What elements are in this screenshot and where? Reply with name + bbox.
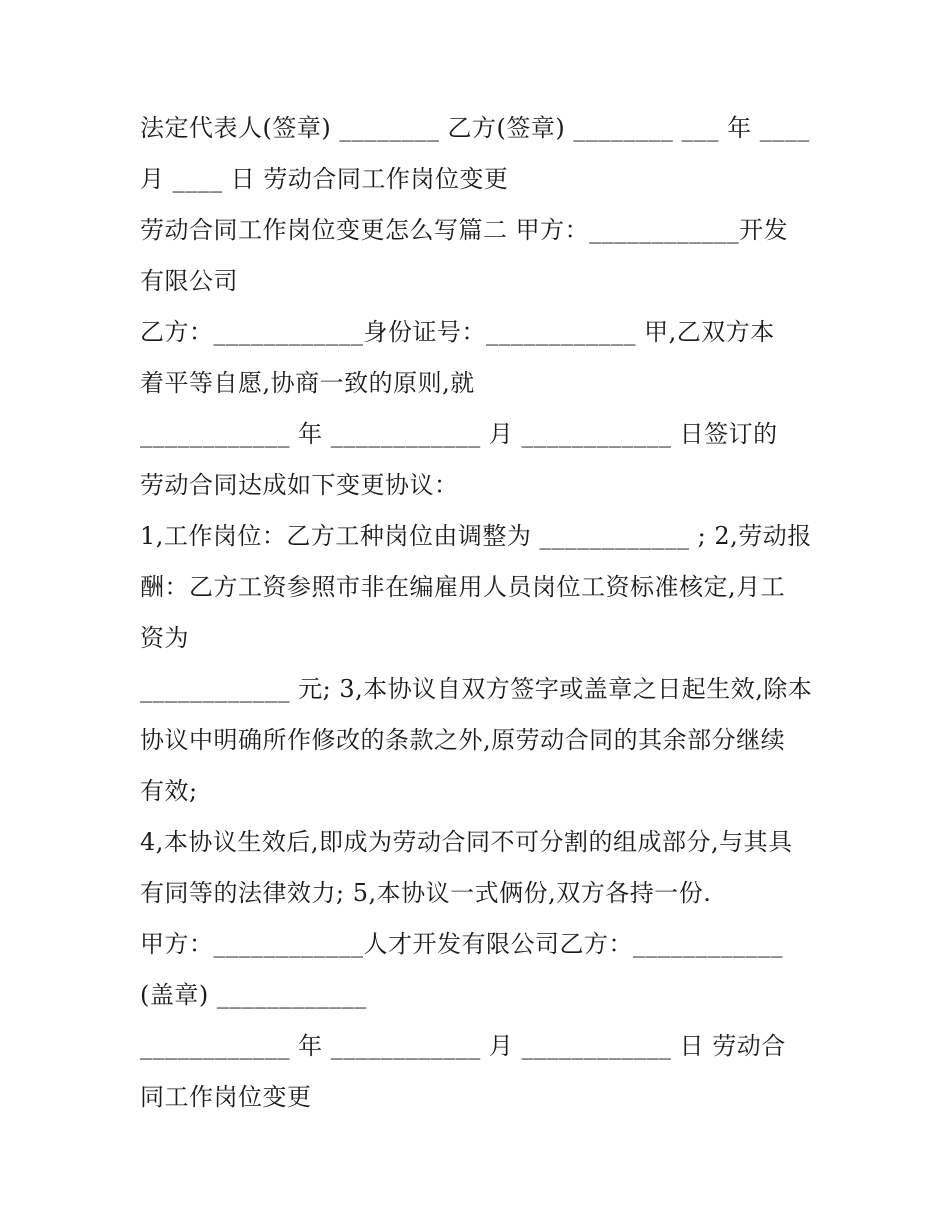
text-line: 着平等自愿,协商一致的原则,就 (140, 369, 475, 397)
text-line: 法定代表人(签章) ________ 乙方(签章) ________ ___ 年 ____ (140, 114, 810, 142)
text-line: 4,本协议生效后,即成为劳动合同不可分割的组成部分,与其具 (140, 828, 793, 856)
text-line: 有效; (140, 777, 198, 805)
text-line: 1,工作岗位：乙方工种岗位由调整为 ____________ ; 2,劳动报 (140, 522, 812, 550)
text-line: 同工作岗位变更 (140, 1083, 312, 1111)
text-line: ____________ 元; 3,本协议自双方签字或盖章之日起生效,除本 (140, 675, 813, 703)
text-line: (盖章) ____________ (140, 981, 367, 1009)
text-line: 酬：乙方工资参照市非在编雇用人员岗位工资标准核定,月工 (140, 573, 786, 601)
text-line: 有限公司 (140, 267, 238, 295)
text-line: 甲方：____________人才开发有限公司乙方：____________ (140, 930, 783, 958)
text-line: 劳动合同达成如下变更协议： (140, 471, 459, 499)
text-line: 资为 (140, 624, 189, 652)
text-line: 劳动合同工作岗位变更怎么写篇二 甲方：____________开发 (140, 216, 789, 244)
document-page (140, 103, 820, 1123)
text-line: 月 ____ 日 劳动合同工作岗位变更 (140, 165, 509, 193)
text-line: ____________ 年 ____________ 月 ____________ 日签订的 (140, 420, 778, 448)
text-line: 协议中明确所作修改的条款之外,原劳动合同的其余部分继续 (140, 726, 786, 754)
text-line: 有同等的法律效力; 5,本协议一式俩份,双方各持一份. (140, 879, 712, 907)
text-line: 乙方：____________身份证号：____________ 甲,乙双方本 (140, 318, 775, 346)
text-line: ____________ 年 ____________ 月 ____________ 日 劳动合 (140, 1032, 786, 1060)
